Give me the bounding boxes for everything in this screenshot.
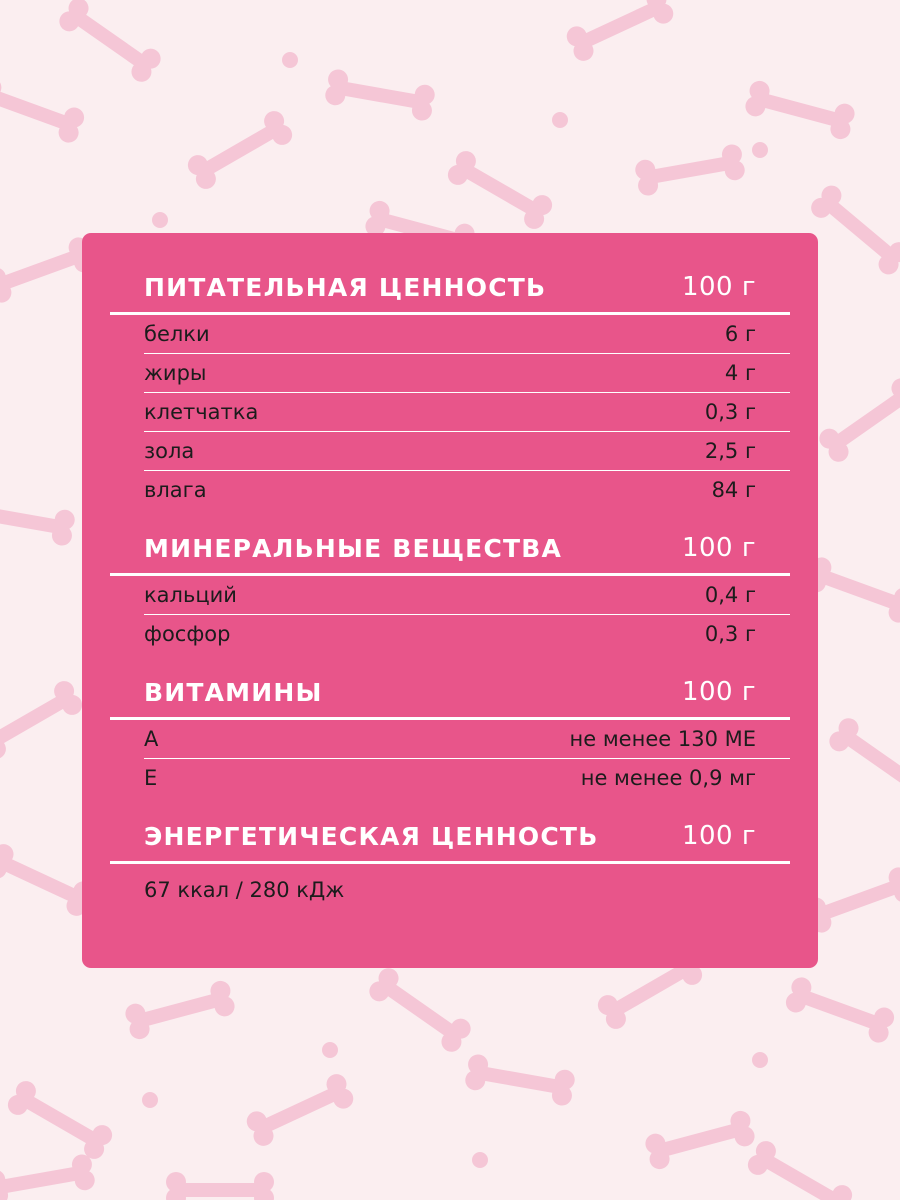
dot-icon (322, 1042, 338, 1058)
bone-icon (464, 1053, 577, 1107)
bone-icon (744, 1137, 856, 1200)
row-value: 4 г (724, 361, 756, 385)
bone-icon (365, 964, 474, 1055)
section-minerals (144, 524, 758, 653)
dot-icon (752, 142, 768, 158)
table-row (144, 432, 790, 471)
row-label: А (144, 727, 159, 751)
row-label: влага (144, 478, 207, 502)
bone-icon (0, 677, 86, 762)
dot-icon (282, 52, 298, 68)
bone-icon (825, 714, 900, 805)
dot-icon (752, 1052, 768, 1068)
section-title: ВИТАМИНЫ (144, 678, 323, 707)
bone-icon (634, 143, 747, 197)
bone-icon (123, 979, 237, 1042)
bone-icon (783, 975, 897, 1046)
bone-icon (0, 75, 87, 146)
bone-icon (0, 1153, 96, 1200)
bone-icon (0, 493, 76, 547)
row-value: 0,3 г (704, 400, 756, 424)
section-unit: 100 г (681, 677, 756, 707)
row-label: клетчатка (144, 400, 259, 424)
row-value: 0,3 г (704, 622, 756, 646)
section-title: ЭНЕРГЕТИЧЕСКАЯ ЦЕННОСТЬ (144, 822, 599, 851)
row-value: не менее 0,9 мг (580, 766, 756, 790)
row-value: не менее 130 МЕ (569, 727, 756, 751)
table-row (144, 393, 790, 432)
table-row (144, 576, 790, 615)
bone-icon (444, 147, 556, 232)
row-label: фосфор (144, 622, 231, 646)
bone-icon (324, 68, 437, 122)
dot-icon (552, 112, 568, 128)
section-header (144, 524, 758, 563)
row-label: кальций (144, 583, 237, 607)
section-vitamins (144, 668, 758, 797)
bone-icon (743, 79, 857, 142)
row-label: Е (144, 766, 158, 790)
nutrition-panel (82, 233, 818, 968)
section-unit: 100 г (681, 533, 756, 563)
row-value: 2,5 г (704, 439, 756, 463)
bone-icon (815, 374, 900, 465)
row-value: 6 г (724, 322, 756, 346)
row-value: 84 г (711, 478, 756, 502)
bone-icon (807, 182, 900, 279)
bone-icon (243, 1071, 356, 1149)
energy-value-text: 67 ккал / 280 кДж (144, 878, 345, 902)
table-row (144, 720, 790, 759)
section-nutritional-value (144, 263, 758, 509)
section-header (144, 668, 758, 707)
dot-icon (152, 212, 168, 228)
table-row (144, 354, 790, 393)
section-title: МИНЕРАЛЬНЫЕ ВЕЩЕСТВА (144, 534, 563, 563)
table-row (144, 471, 790, 509)
table-row (144, 315, 790, 354)
table-row (144, 759, 790, 797)
row-label: жиры (144, 361, 207, 385)
dot-icon (472, 1152, 488, 1168)
section-title: ПИТАТЕЛЬНАЯ ЦЕННОСТЬ (144, 273, 547, 302)
row-label: зола (144, 439, 195, 463)
section-unit: 100 г (681, 821, 756, 851)
row-label: белки (144, 322, 210, 346)
bone-icon (4, 1077, 116, 1162)
row-value: 0,4 г (704, 583, 756, 607)
dot-icon (142, 1092, 158, 1108)
section-header (144, 263, 758, 302)
section-energy-value (144, 812, 758, 916)
bone-icon (166, 1172, 274, 1200)
table-row (144, 615, 790, 653)
bone-icon (563, 0, 676, 64)
section-header (144, 812, 758, 851)
bone-icon (643, 1109, 757, 1172)
bone-icon (184, 107, 296, 192)
section-unit: 100 г (681, 272, 756, 302)
bone-icon (55, 0, 164, 86)
